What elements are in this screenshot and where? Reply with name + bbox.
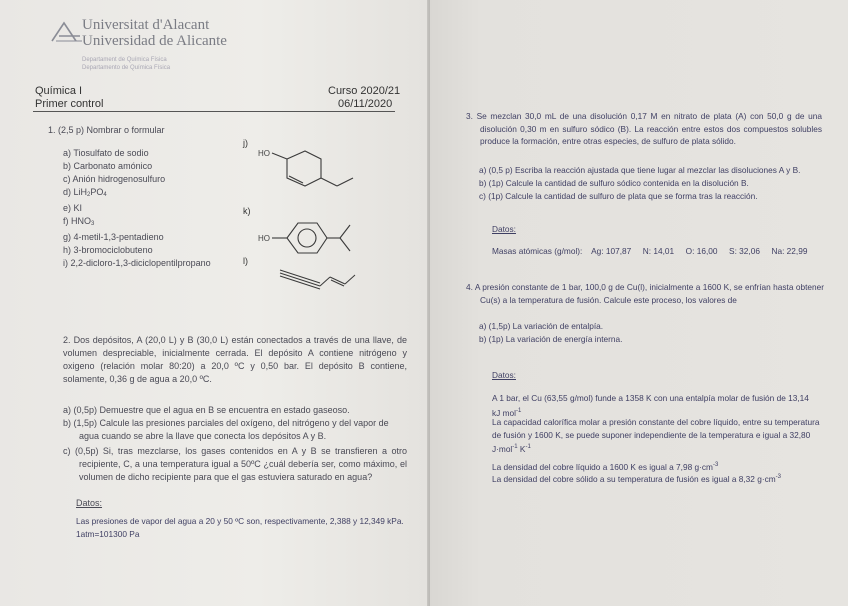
q1-title: 1. (2,5 p) Nombrar o formular [48,125,165,135]
q4-datos-label: Datos: [492,370,516,380]
structure-j-ho: HO [258,149,270,158]
q3-part-c: c) (1p) Calcule la cantidad de sulfuro de plata que se forma tras la reacción. [479,191,758,201]
university-logo-icon [50,20,84,44]
exam-date: 06/11/2020 [338,98,393,110]
department-line-1: Departament de Química Física [82,57,167,63]
structure-l-molecule [255,264,365,294]
university-name-ca: Universitat d'Alacant [82,17,210,33]
department-line-2: Departamento de Química Física [82,65,171,71]
exam-title: Primer control [35,98,104,110]
q2-intro: 2. Dos depósitos, A (20,0 L) y B (30,0 L) están conectados a través de una llave, de volumen despreciable, inicialmente cerrada. El depósito A contiene nitrógeno y oxigeno (relación molar 80:20) a 20,0 ºC y 0,50 bar. El depósito B contiene, solamente, 0,36 g de agua a 20,0 ºC. [63,335,407,384]
q1-item: i) 2,2-dicloro-1,3-diciclopentilpropano [63,258,211,268]
q1-item: a) Tiosulfato de sodio [63,148,149,158]
q1-list [63,147,243,270]
structure-k-ho: HO [258,234,270,243]
q3-intro: 3. Se mezclan 30,0 mL de una disolución 0,17 M en nitrato de plata (A) con 50,0 g de una disolución 0,30 m en sulfuro sódico (B). La reacción entre estos dos compuestos solubles produce la formación, entre otras especies, de sulfuro de plata sólido. [466,111,822,146]
course-year: Curso 2020/21 [328,85,401,97]
course-name: Química I [35,85,83,97]
q4-datos-densidad-liquido: La densidad del cobre líquido a 1600 K es igual a 7,98 $g\cdot cm^{-3}$ [492,461,719,472]
structure-j-label: j) [243,138,248,148]
structure-k-label: k) [243,206,251,216]
q2-datos-label: Datos: [76,498,103,508]
q1-item: c) Anión hidrogenosulfuro [63,174,166,184]
q1-item: b) Carbonato amónico [63,161,153,171]
structure-j-molecule [255,138,365,200]
q4-part-a: a) (1,5p) La variación de entalpía. [479,321,604,331]
q4-intro: 4. A presión constante de 1 bar, 100,0 g de Cu(l), inicialmente a 1600 K, se enfrían hasta obtener Cu(s) a la temperatura de fusión. Calcule este proceso, los valores de [466,282,824,305]
q1-item: g) 4-metil-1,3-pentadieno [63,232,164,242]
q2-part-a: a) (0,5p) Demuestre que el agua en B se encuentra en estado gaseoso. [63,405,350,415]
q4-datos-capacidad: La capacidad calorífica molar a presión constante del cobre líquido, entre su temperatura de fusión y 1600 K, se puede suponer independiente de la temperatura e igual a 32,80 J·mol$^{-1}$ $K^{-1}$ [492,417,820,454]
q3-part-a: a) (0,5 p) Escriba la reacción ajustada que tiene lugar al mezclar las disoluciones A y B. [479,165,801,175]
q1-item: f) $HNO_3$ [63,216,95,227]
structure-l-label: l) [243,256,248,266]
q2-datos-atm: 1atm=101300 Pa [76,529,140,539]
page-right [430,0,848,606]
structure-k-molecule [255,214,365,259]
q3-masas-atomicas: Masas atómicas (g/mol): Ag: 107,87 N: 14,01 O: 16,00 S: 32,06 Na: 22,99 [492,246,808,256]
q4-datos-fusion: A 1 bar, el Cu (63,55 g/mol) funde a 1358 K con una entalpía molar de fusión de 13,14 kJ mol$^{-1}$ [492,393,809,418]
q1-item: e) KI [63,203,83,213]
q4-datos-densidad-solido: La densidad del cobre sólido a su temperatura de fusión es igual a 8,32 $g\cdot cm^{-3}$ [492,473,781,484]
university-name-es: Universidad de Alicante [82,33,227,49]
q3-part-b: b) (1p) Calcule la cantidad de sulfuro sódico contenida en la disolución B. [479,178,749,188]
q1-item: h) 3-bromociclobuteno [63,245,153,255]
q3-datos-label: Datos: [492,224,516,234]
q2-datos-vapor: Las presiones de vapor del agua a 20 y 50 ºC son, respectivamente, 2,388 y 12,349 kPa. [76,516,404,526]
q4-part-b: b) (1p) La variación de energía interna. [479,334,623,344]
q2-part-c: c) (0,5p) Si, tras mezclarse, los gases contenidos en A y B se transfieren a otro recipiente, C, a una temperatura igual a 50ºC ¿cuál debería ser, como máximo, el volumen de dicho recipiente para que el gas estuviera saturado en agua? [63,446,407,482]
q2-part-b: b) (1,5p) Calcule las presiones parciales del oxígeno, del nitrógeno y del vapor de agua cuando se abre la llave que conecta los depósitos A y B. [63,418,389,441]
header-divider [33,111,395,112]
q1-item: d) $LiH_2PO_4$ [63,187,107,198]
